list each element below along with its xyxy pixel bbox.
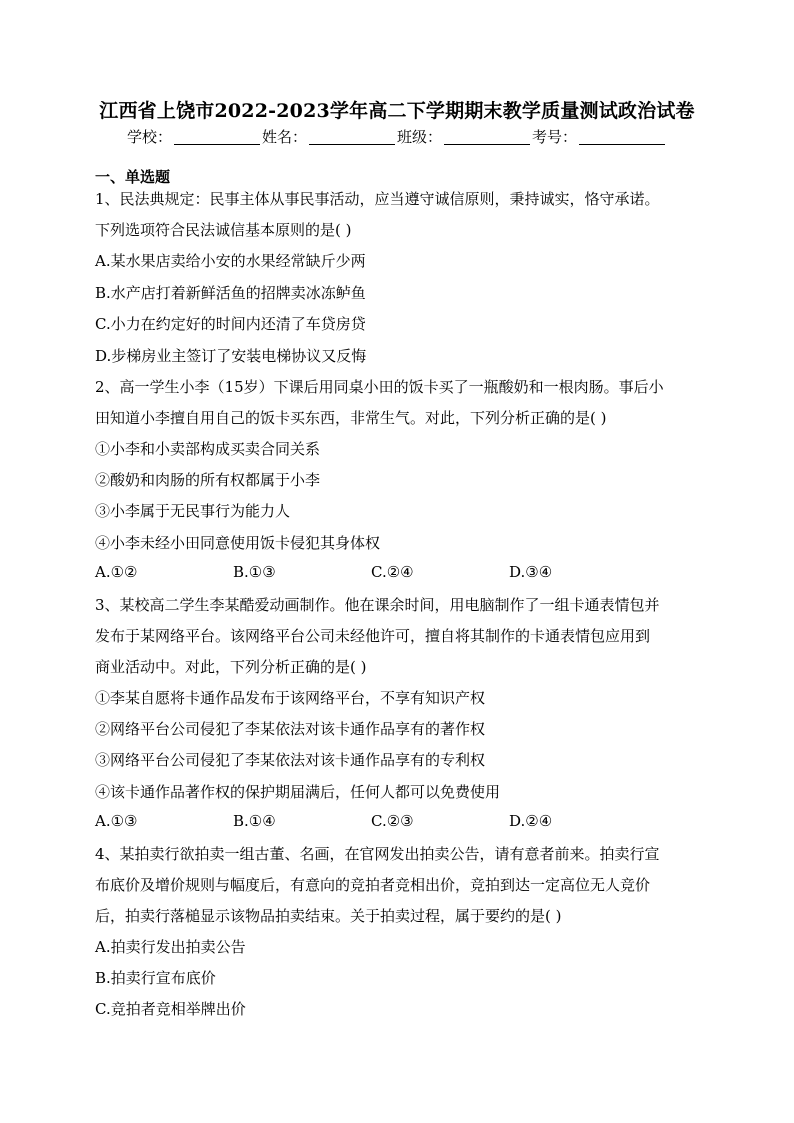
question-3-statement-4: ④该卡通作品著作权的保护期届满后，任何人都可以免费使用 [95, 783, 501, 801]
question-3-choice-b: B.①④ [233, 812, 276, 830]
school-label: 学校： [126, 128, 172, 146]
class-blank [444, 130, 530, 145]
question-2-statement-1: ①小李和小卖部构成买卖合同关系 [95, 440, 321, 458]
question-3-statement-1: ①李某自愿将卡通作品发布于该网络平台，不享有知识产权 [95, 689, 486, 707]
question-2-statement-2: ②酸奶和肉肠的所有权都属于小李 [95, 471, 321, 489]
question-1-option-d: D.步梯房业主签订了安装电梯协议又反悔 [95, 347, 367, 365]
question-1-option-b: B.水产店打着新鲜活鱼的招牌卖冰冻鲈鱼 [95, 284, 366, 302]
question-4-option-b: B.拍卖行宣布底价 [95, 969, 216, 987]
class-label: 班级： [397, 128, 443, 146]
question-2-stem-line-2: 田知道小李擅自用自己的饭卡买东西，非常生气。对此，下列分析正确的是( ) [95, 409, 607, 427]
question-4-stem-line-3: 后，拍卖行落槌显示该物品拍卖结束。关于拍卖过程，属于要约的是( ) [95, 907, 562, 925]
question-2-statement-4: ④小李未经小田同意使用饭卡侵犯其身体权 [95, 534, 381, 552]
question-2-choice-d: D.③④ [509, 563, 553, 581]
exam-no-blank [579, 130, 665, 145]
question-2-stem-line-1: 2、高一学生小李（15岁）下课后用同桌小田的饭卡买了一瓶酸奶和一根肉肠。事后小 [95, 378, 664, 396]
question-4-option-a: A.拍卖行发出拍卖公告 [95, 938, 246, 956]
question-3-stem-line-2: 发布于某网络平台。该网络平台公司未经他许可，擅自将其制作的卡通表情包应用到 [95, 627, 651, 645]
question-2-choice-a: A.①② [95, 563, 138, 581]
student-info-row [0, 126, 794, 147]
question-3-choice-a: A.①③ [95, 812, 138, 830]
question-2-statement-3: ③小李属于无民事行为能力人 [95, 502, 291, 520]
question-3-choices [95, 812, 695, 832]
school-blank [174, 130, 260, 145]
question-1-stem-line-1: 1、民法典规定：民事主体从事民事活动，应当遵守诚信原则，秉持诚实，恪守承诺。 [95, 190, 660, 208]
name-blank [309, 130, 395, 145]
question-2-choice-c: C.②④ [371, 563, 414, 581]
question-3-statement-3: ③网络平台公司侵犯了李某依法对该卡通作品享有的专利权 [95, 751, 486, 769]
section-heading: 一、单选题 [95, 168, 171, 186]
question-3-choice-c: C.②③ [371, 812, 414, 830]
question-4-option-c: C.竞拍者竞相举牌出价 [95, 1000, 246, 1018]
question-3-statement-2: ②网络平台公司侵犯了李某依法对该卡通作品享有的著作权 [95, 720, 486, 738]
question-1-stem-line-2: 下列选项符合民法诚信基本原则的是( ) [95, 221, 352, 239]
name-label: 姓名： [261, 128, 307, 146]
question-2-choices [95, 563, 695, 583]
exam-no-label: 考号： [532, 128, 578, 146]
exam-title: 江西省上饶市2022-2023学年高二下学期期末教学质量测试政治试卷 [99, 100, 695, 122]
question-1-option-a: A.某水果店卖给小安的水果经常缺斤少两 [95, 252, 366, 270]
question-3-choice-d: D.②④ [509, 812, 553, 830]
question-4-stem-line-2: 布底价及增价规则与幅度后，有意向的竞拍者竞相出价，竞拍到达一定高位无人竞价 [95, 876, 651, 894]
question-4-stem-line-1: 4、某拍卖行欲拍卖一组古董、名画，在官网发出拍卖公告，请有意者前来。拍卖行宣 [95, 845, 660, 863]
question-3-stem-line-1: 3、某校高二学生李某酷爱动画制作。他在课余时间，用电脑制作了一组卡通表情包并 [95, 596, 660, 614]
question-2-choice-b: B.①③ [233, 563, 276, 581]
question-1-option-c: C.小力在约定好的时间内还清了车贷房贷 [95, 315, 366, 333]
question-3-stem-line-3: 商业活动中。对此，下列分析正确的是( ) [95, 658, 367, 676]
